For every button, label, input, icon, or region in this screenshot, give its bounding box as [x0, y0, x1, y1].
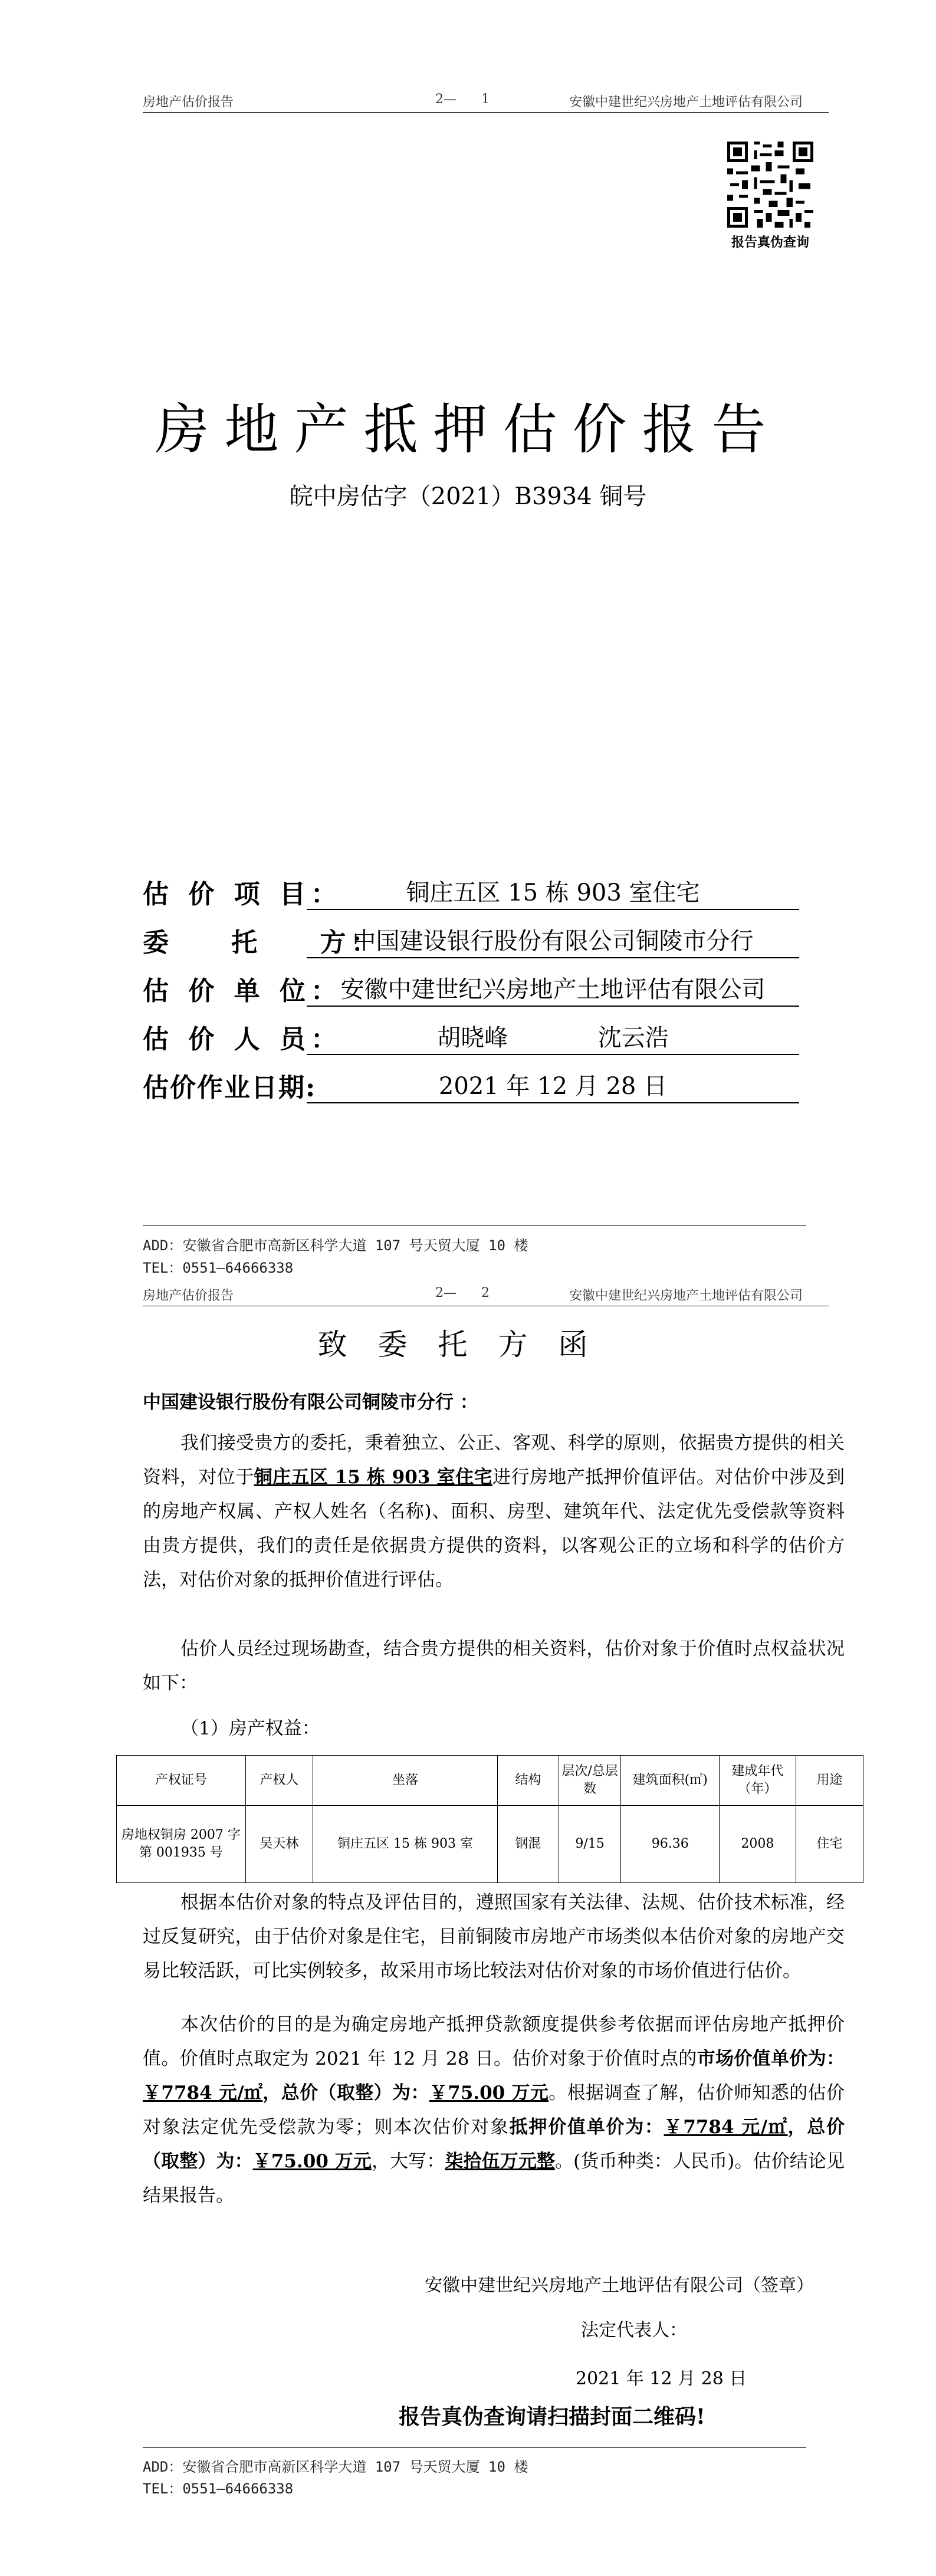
text-run: 本次估价的目的是为确定房地产抵押贷款额度提供参考依据而评估房地产抵押价值。价值时点取定为 2021 年 12 月 28 日。估价对象于价值时点的: [143, 2014, 845, 2069]
header-title: 房地产估价报告: [143, 95, 234, 110]
field-label-project: 估 价 项 目：: [143, 879, 342, 909]
footer-address: ADD：安徽省合肥市高新区科学大道 107 号天贸大厦 10 楼: [143, 2459, 528, 2475]
market-unit-price-label: 市场价值单价为：: [697, 2048, 845, 2069]
property-rights-table: [116, 1755, 863, 1883]
field-value-date: 2021 年 12 月 28 日: [307, 1067, 799, 1103]
letter-paragraph-2: 估价人员经过现场勘查，结合贵方提供的相关资料，估价对象于价值时点权益状况如下：: [143, 1638, 845, 1694]
letter-addressee: 中国建设银行股份有限公司铜陵市分行 ：: [143, 1392, 478, 1413]
letter-paragraph-1: [143, 1426, 845, 1597]
market-total-price: ￥75.00 万元: [429, 2082, 549, 2104]
property-address: 铜庄五区 15 栋 903 室住宅: [254, 1467, 493, 1488]
rights-caption: （1）房产权益：: [180, 1718, 320, 1739]
table-cell: 吴天林: [245, 1806, 313, 1883]
text-run: ，大写：: [371, 2151, 445, 2172]
text-run: 。根据调查了解，估价师知悉的估价对象法定优先受偿款为零；则本次估价对象: [143, 2082, 845, 2138]
field-value-project: 铜庄五区 15 栋 903 室住宅: [307, 874, 799, 910]
qr-code-icon: [727, 142, 813, 228]
field-label-date: 估价作业日期:: [143, 1073, 317, 1103]
text-run: 进行房地产抵押价值评估。对估价中涉及到的房地产权属、产权人姓名（名称)、面积、房型、建筑年代、法定优先受偿款等资料由贵方提供，我们的责任是依据贵方提供的资料，以客观公正的立场和科学的估价方法，对估价对象的抵押价值进行评估。: [143, 1467, 845, 1591]
table-cell: 铜庄五区 15 栋 903 室: [313, 1806, 497, 1883]
table-cell: 9/15: [559, 1806, 621, 1883]
signature-company: 安徽中建世纪兴房地产土地评估有限公司（签章）: [425, 2275, 814, 2296]
signature-date: 2021 年 12 月 28 日: [576, 2368, 747, 2389]
column-header: 结构: [498, 1756, 559, 1806]
mortgage-total-label: ，总价（取整）为：: [143, 2117, 845, 2172]
legal-representative: 法定代表人：: [581, 2320, 687, 2341]
column-header: 建成年代（年）: [719, 1756, 796, 1806]
market-unit-price: ￥7784 元/㎡: [143, 2082, 263, 2104]
field-value-appraisers: 胡晓峰 沈云浩: [307, 1019, 799, 1055]
header-rule: [143, 112, 829, 113]
letter-paragraph-4: [143, 2007, 845, 2213]
letter-title: 致委托方函: [317, 1328, 619, 1362]
mortgage-unit-price: ￥7784 元/㎡: [664, 2117, 788, 2138]
field-value-appraiser-unit: 安徽中建世纪兴房地产土地评估有限公司: [307, 971, 799, 1007]
footer-address: ADD：安徽省合肥市高新区科学大道 107 号天贸大厦 10 楼: [143, 1237, 528, 1254]
table-row: [117, 1806, 863, 1883]
text-run: 。(货币种类：人民币)。估价结论见结果报告。: [143, 2151, 845, 2206]
column-header: 用途: [796, 1756, 863, 1806]
footer-rule: [143, 2447, 806, 2448]
table-cell: 住宅: [796, 1806, 863, 1883]
table-cell: 96.36: [621, 1806, 719, 1883]
text-run: 我们接受贵方的委托，秉着独立、公正、客观、科学的原则，依据贵方提供的相关资料，对位于: [143, 1432, 845, 1488]
field-label-client: 委 托 方：: [143, 928, 383, 958]
table-cell: 2008: [719, 1806, 796, 1883]
column-header: 建筑面积(㎡): [621, 1756, 719, 1806]
report-number: 皖中房估字（2021）B3934 铜号: [289, 483, 647, 510]
market-total-label: ，总价（取整）为：: [262, 2082, 429, 2104]
header-page-number: 2— 1: [435, 92, 490, 107]
verification-note: 报告真伪查询请扫描封面二维码!: [399, 2404, 705, 2429]
footer-rule: [143, 1225, 806, 1226]
letter-paragraph-3: 根据本估价对象的特点及评估目的，遵照国家有关法律、法规、估价技术标准，经过反复研究，由于估价对象是住宅，目前铜陵市房地产市场类似本估价对象的房地产交易比较活跃，可比实例较多，故采用市场比较法对估价对象的市场价值进行估价。: [143, 1892, 845, 1982]
mortgage-unit-price-label: 抵押价值单价为：: [509, 2117, 664, 2138]
header-title: 房地产估价报告: [143, 1289, 234, 1303]
header-company: 安徽中建世纪兴房地产土地评估有限公司: [569, 1289, 803, 1303]
field-label-appraisers: 估 价 人 员：: [143, 1024, 342, 1054]
report-title: 房地产抵押估价报告: [155, 398, 781, 461]
header-page-number: 2— 2: [435, 1286, 490, 1300]
footer-telephone: TEL：0551—64666338: [143, 2480, 294, 2497]
amount-in-words: 柒拾伍万元整: [445, 2151, 556, 2172]
field-value-client: 中国建设银行股份有限公司铜陵市分行: [307, 922, 799, 958]
column-header: 产权人: [245, 1756, 313, 1806]
table-cell: 房地权铜房 2007 字第 001935 号: [117, 1806, 246, 1883]
qr-caption: 报告真伪查询: [731, 235, 809, 250]
table-cell: 钢混: [498, 1806, 559, 1883]
header-company: 安徽中建世纪兴房地产土地评估有限公司: [569, 95, 803, 110]
column-header: 坐落: [313, 1756, 497, 1806]
field-label-appraiser-unit: 估 价 单 位：: [143, 976, 342, 1006]
footer-telephone: TEL：0551—64666338: [143, 1260, 294, 1276]
table-header-row: [117, 1756, 863, 1806]
column-header: 产权证号: [117, 1756, 246, 1806]
column-header: 层次/总层数: [559, 1756, 621, 1806]
mortgage-total-price: ￥75.00 万元: [252, 2151, 372, 2172]
